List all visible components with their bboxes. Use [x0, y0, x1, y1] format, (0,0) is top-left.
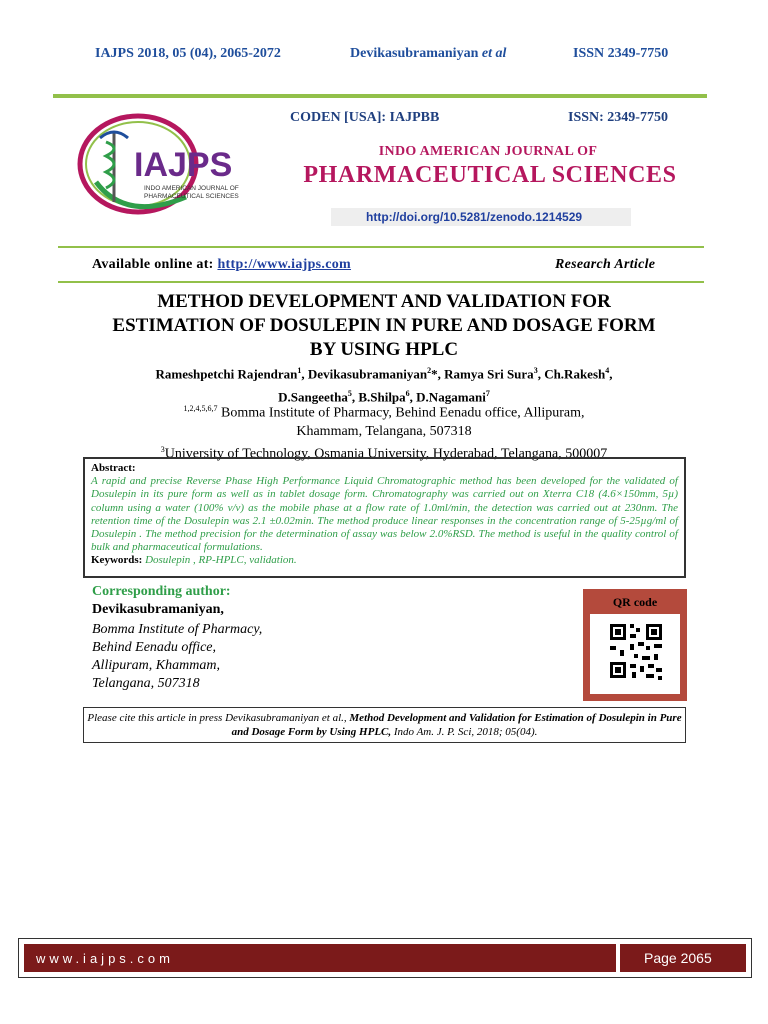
- citation-suffix: Indo Am. J. P. Sci, 2018; 05(04).: [391, 726, 538, 738]
- citation-prefix: Please cite this article in press Devikasubramaniyan et al.,: [87, 712, 350, 724]
- corresponding-address-line: Telangana, 507318: [92, 676, 200, 691]
- website-link[interactable]: http://www.iajps.com: [217, 257, 352, 272]
- author-name: B.Shilpa: [358, 389, 406, 405]
- article-title: METHOD DEVELOPMENT AND VALIDATION FOR ESTIMATION OF DOSULEPIN IN PURE AND DOSAGE FORM BY USING HPLC: [112, 291, 656, 360]
- doi-link[interactable]: http://doi.org/10.5281/zenodo.1214529: [331, 208, 631, 226]
- keywords-label: Keywords:: [91, 554, 143, 567]
- corresponding-address-line: Bomma Institute of Pharmacy,: [92, 622, 263, 637]
- author-name: Rameshpetchi Rajendran: [155, 366, 298, 382]
- masthead-rule: [58, 246, 704, 248]
- running-header-author: Devikasubramaniyan et al: [350, 46, 507, 61]
- author-name: Devikasubramaniyan: [307, 366, 428, 382]
- abstract-text: A rapid and precise Reverse Phase High Performance Liquid Chromatographic method has been developed for the validated of Dosulepin in its pure form as well as in tablet dosage form. Chromatography was carried out on Xterra C18 (4.6×150mm, 5µ) column using a water (100% v/v) as the mobile phase at a flow rate of 1.0ml/min, the detection was carried out at 230nm. The retention time of the Dosulepin was 2.1 ±0.02min. The method produce linear responses in the concentration range of 5-25µg/ml of Dosulepin . The method precision for the determination of assay was below 2.0%RSD. The method is useful in the quality control of bulk and pharmaceutical formulations.: [91, 475, 678, 554]
- qr-code-label: QR code: [612, 595, 658, 609]
- citation-box: [83, 707, 686, 743]
- keywords-text: Dosulepin , RP-HPLC, validation.: [145, 554, 297, 567]
- author-name: Ch.Rakesh: [544, 366, 606, 382]
- running-header-etal: et al: [481, 46, 507, 61]
- footer-bar: [24, 944, 616, 972]
- journal-logo: [76, 112, 246, 222]
- abstract-box: [83, 457, 686, 578]
- availability-rule: [58, 281, 704, 283]
- qr-code-icon: [590, 614, 680, 694]
- page-number: Page 2065: [620, 944, 746, 972]
- journal-name-line2: PHARMACEUTICAL SCIENCES: [303, 162, 677, 188]
- author-name: Ramya Sri Sura: [444, 366, 534, 382]
- page-footer: [18, 938, 752, 978]
- svg-text:PHARMACEUTICAL SCIENCES: PHARMACEUTICAL SCIENCES: [144, 193, 239, 200]
- citation-title: Method Development and Validation for Estimation of Dosulepin in Pure and Dosage Form by Using HPLC,: [231, 712, 682, 738]
- qr-code[interactable]: [590, 614, 680, 694]
- author-name: D.Sangeetha: [278, 389, 348, 405]
- qr-code-panel: [583, 589, 687, 701]
- svg-text:IAJPS: IAJPS: [134, 146, 233, 184]
- corresponding-author-label: Corresponding author:: [92, 584, 231, 599]
- author-list: Rameshpetchi Rajendran$^1$, Devikasubramaniyan$^2$*, Ramya Sri Sura$^3$, Ch.Rakesh$^4$, D.Sangeetha$^5$, B.Shilpa$^6$, D.Nagamani$^7$: [155, 366, 613, 405]
- svg-text:INDO AMERICAN JOURNAL OF: INDO AMERICAN JOURNAL OF: [144, 185, 239, 192]
- coden: CODEN [USA]: IAJPBB: [290, 110, 440, 125]
- corresponding-address-line: Allipuram, Khammam,: [92, 658, 220, 673]
- masthead-issn: ISSN: 2349-7750: [568, 110, 668, 125]
- iajps-logo-icon: [76, 112, 246, 222]
- article-type: Research Article: [555, 257, 656, 272]
- corresponding-author-name: Devikasubramaniyan,: [92, 602, 224, 617]
- availability-line: Available online at: http://www.iajps.com: [92, 257, 352, 272]
- journal-name-line1: INDO AMERICAN JOURNAL OF: [378, 144, 598, 159]
- affiliations: $^{1,2,4,5,6,7}$ Bomma Institute of Pharmacy, Behind Eenadu office, Allipuram, Khammam, Telangana, 507318 $^3$University of Technology, Osmania University, Hyderabad, Telangana, 500007: [160, 404, 608, 462]
- running-header-issn: ISSN 2349-7750: [573, 46, 669, 61]
- footer-website[interactable]: www.iajps.com: [36, 951, 174, 966]
- abstract-label: Abstract:: [91, 462, 136, 474]
- author-name: D.Nagamani: [416, 389, 486, 405]
- running-header-citation: IAJPS 2018, 05 (04), 2065-2072: [95, 46, 281, 61]
- corresponding-address-line: Behind Eenadu office,: [92, 640, 217, 655]
- header-rule: [53, 94, 707, 98]
